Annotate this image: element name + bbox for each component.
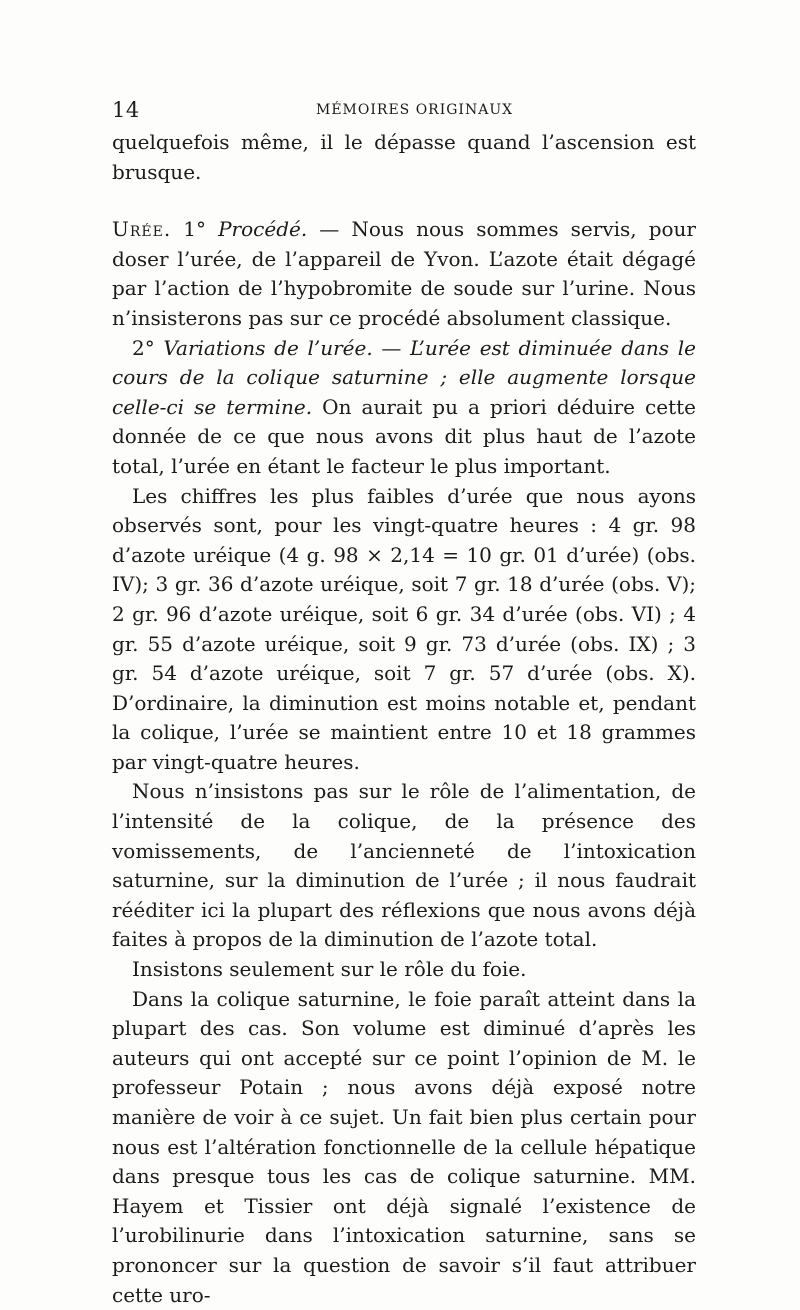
- paragraph-uree-procede: [112, 215, 696, 333]
- subsection-heading: Variations de l’urée. — L’urée est diminuée dans le cours de la colique saturnine ; elle augmente lorsque celle-ci se termine.: [112, 335, 696, 419]
- subsection-heading: Procédé.: [218, 217, 308, 242]
- paragraph: Dans la colique saturnine, le foie paraît atteint dans la plupart des cas. Son volume est diminué d’après les auteurs qui ont accepté sur ce point l’opinion de M. le professeur Potain ; nous avons déjà exposé notre manière de voir à ce sujet. Un fait bien plus certain pour nous est l’altération fonctionnelle de la cellule hépatique dans presque tous les cas de colique saturnine. MM. Hayem et Tissier ont déjà signalé l’existence de l’urobilinurie dans l’intoxication saturnine, sans se prononcer sur la question de savoir s’il faut attribuer cette uro-: [112, 986, 696, 1307]
- paragraph-variations: [112, 334, 696, 482]
- page-body: [112, 128, 696, 1310]
- paragraph: Insistons seulement sur le rôle du foie.: [132, 957, 527, 982]
- page-number: 14: [112, 98, 140, 122]
- paragraph-text: On aurait pu a priori déduire cette donnée de ce que nous avons dit plus haut de l’azote total, l’urée en étant le facteur le plus important.: [112, 394, 696, 478]
- running-title: MÉMOIRES ORIGINAUX: [316, 102, 514, 118]
- paragraph: Les chiffres les plus faibles d’urée que nous ayons observés sont, pour les vingt-quatre heures : 4 gr. 98 d’azote uréique (4 g. 98 × 2,14 = 10 gr. 01 d’urée) (obs. IV); 3 gr. 36 d’azote uréique, soit 7 gr. 18 d’urée (obs. V); 2 gr. 96 d’azote uréique, soit 6 gr. 34 d’urée (obs. VI) ; 4 gr. 55 d’azote uréique, soit 9 gr. 73 d’urée (obs. IX) ; 3 gr. 54 d’azote uréique, soit 7 gr. 57 d’urée (obs. X). D’ordinaire, la diminution est moins notable et, pendant la colique, l’urée se maintient entre 10 et 18 grammes par vingt-quatre heures.: [112, 483, 696, 774]
- paragraph: quelquefois même, il le dépasse quand l’ascension est brusque.: [112, 130, 696, 184]
- section-heading: Urée.: [112, 217, 172, 242]
- section-number: 2°: [132, 335, 164, 360]
- paragraph-gap: [112, 187, 696, 215]
- paragraph-text: — Nous nous sommes servis, pour doser l’urée, de l’appareil de Yvon. L’azote était dégagé par l’action de l’hypobromite de soude sur l’urine. Nous n’insisterons pas sur ce procédé absolument classique.: [112, 217, 696, 330]
- paragraph: Nous n’insistons pas sur le rôle de l’alimentation, de l’intensité de la colique, de la présence des vomissements, de l’ancienneté de l’intoxication saturnine, sur la diminution de l’urée ; il nous faudrait rééditer ici la plupart des réflexions que nous avons déjà faites à propos de la diminution de l’azote total.: [112, 779, 696, 952]
- section-number: 1°: [171, 217, 219, 242]
